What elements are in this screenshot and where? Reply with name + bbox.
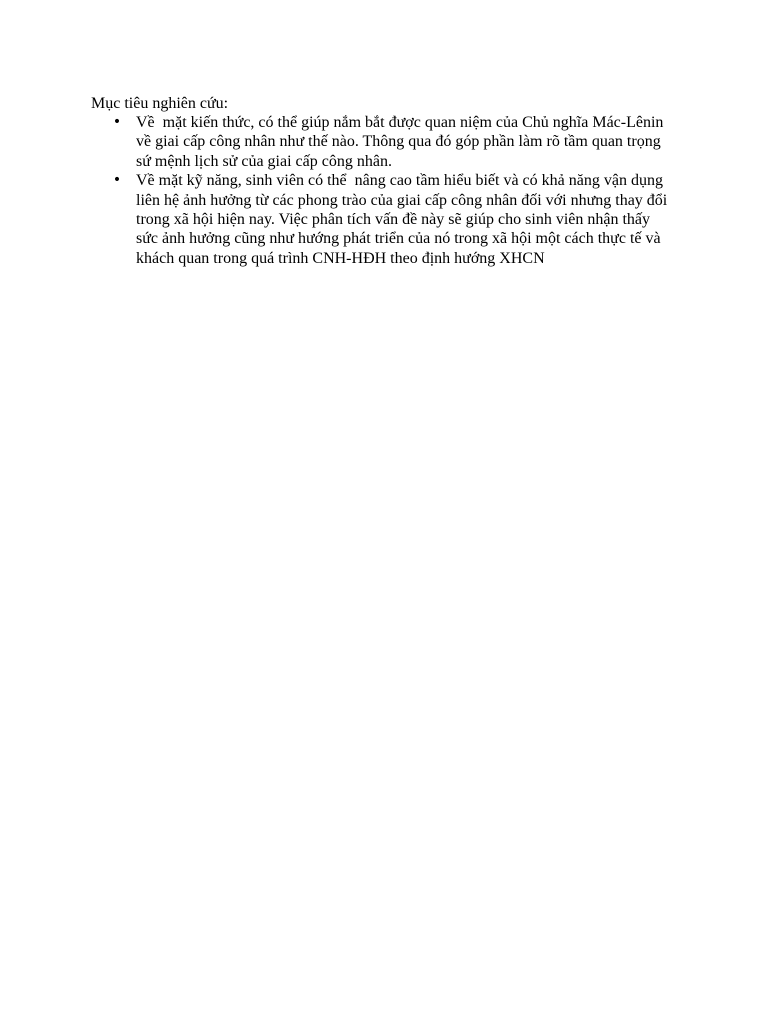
paragraph-line: Về mặt kiến thức, có thể giúp nắm bắt được quan niệm của Chủ nghĩa Mác-Lênin <box>136 114 664 131</box>
section-heading: Mục tiêu nghiên cứu: <box>91 95 229 112</box>
list-item <box>0 171 768 268</box>
paragraph-line: sứ mệnh lịch sử của giai cấp công nhân. <box>136 152 392 170</box>
paragraph-line: sức ảnh hưởng cũng như hướng phát triển của nó trong xã hội một cách thực tế và <box>136 230 661 248</box>
paragraph-line: khách quan trong quá trình CNH-HĐH theo định hướng XHCN <box>136 249 545 267</box>
bullet-icon: • <box>112 172 122 189</box>
paragraph-line: trong xã hội hiện nay. Việc phân tích vấn đề này sẽ giúp cho sinh viên nhận thấy <box>136 211 651 229</box>
bullet-icon: • <box>112 114 122 130</box>
paragraph-line: về giai cấp công nhân như thế nào. Thông qua đó góp phần làm rõ tầm quan trọng <box>136 133 661 151</box>
objectives-list <box>0 113 768 268</box>
paragraph-line: Về mặt kỹ năng, sinh viên có thể nâng cao tầm hiểu biết và có khả năng vận dụng <box>136 172 663 190</box>
list-item <box>0 113 768 171</box>
paragraph-line: liên hệ ảnh hưởng từ các phong trào của giai cấp công nhân đối với nhưng thay đổi <box>136 191 668 209</box>
